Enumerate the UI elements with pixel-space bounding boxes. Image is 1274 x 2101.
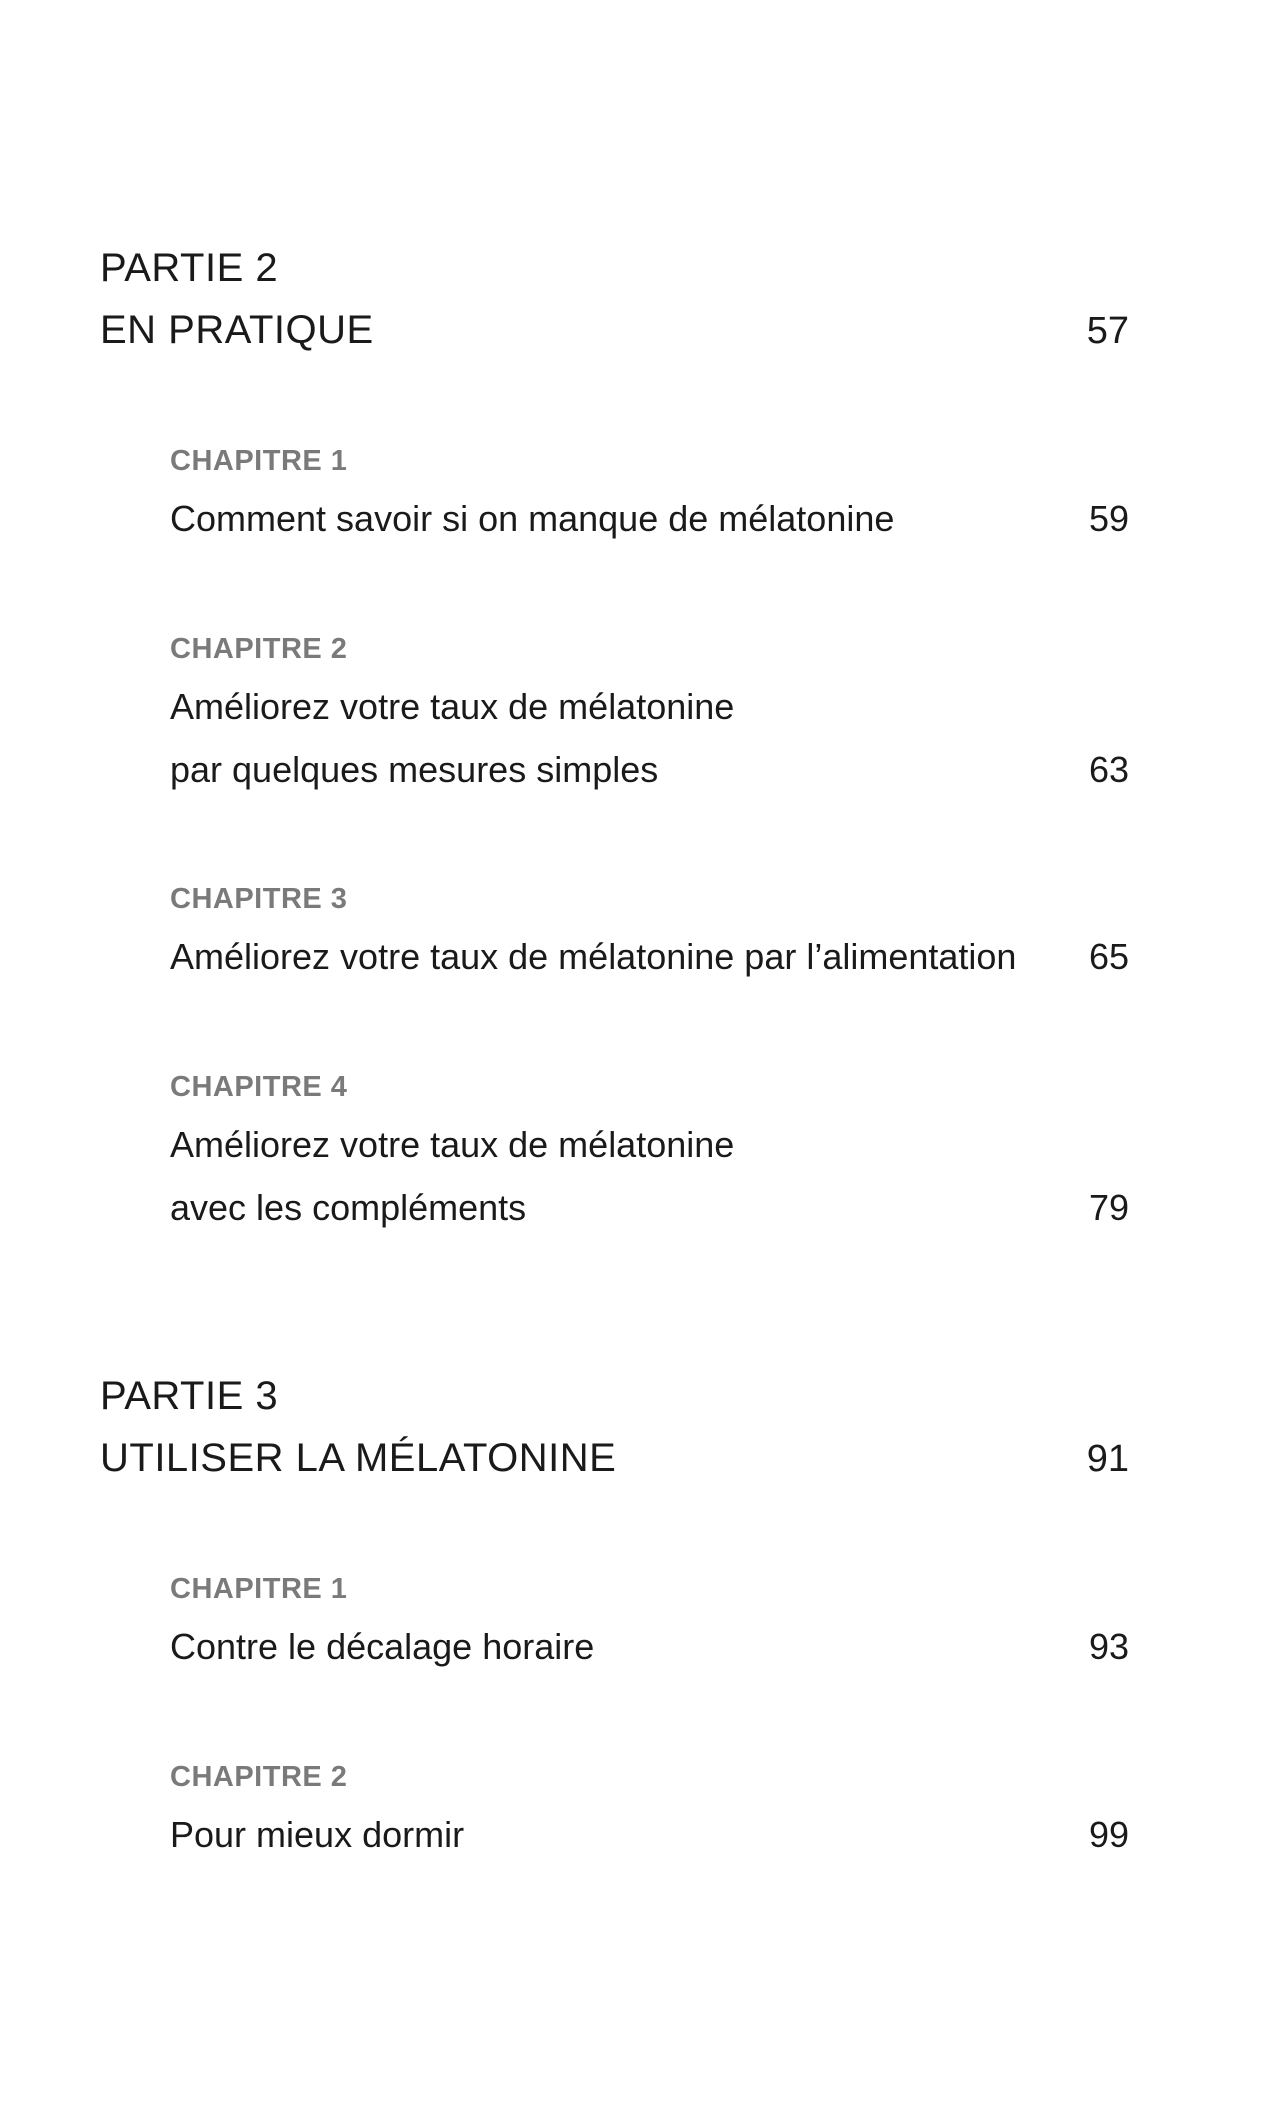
chapter-label: CHAPITRE 3	[170, 883, 348, 915]
page-number: 57	[1086, 310, 1129, 352]
page-number: 59	[1088, 498, 1129, 539]
chapter-label: CHAPITRE 2	[170, 633, 348, 665]
chapter-title: par quelques mesures simples	[170, 749, 659, 790]
chapter-label: CHAPITRE 2	[170, 1761, 348, 1793]
page-number: 93	[1088, 1626, 1129, 1667]
page-number: 79	[1088, 1187, 1129, 1228]
chapter-title: Améliorez votre taux de mélatonine	[170, 686, 735, 727]
page-number: 63	[1088, 749, 1129, 790]
chapter-title: Contre le décalage horaire	[170, 1626, 595, 1667]
chapter-label: CHAPITRE 1	[170, 1573, 348, 1605]
part-title: UTILISER LA MÉLATONINE	[100, 1436, 617, 1480]
chapter-title: Comment savoir si on manque de mélatonine	[170, 498, 895, 539]
chapter-label: CHAPITRE 4	[170, 1071, 348, 1103]
page-number: 91	[1086, 1438, 1129, 1480]
part-title: EN PRATIQUE	[100, 308, 374, 352]
chapter-label: CHAPITRE 1	[170, 445, 348, 477]
chapter-title: Améliorez votre taux de mélatonine par l’alimentation	[170, 936, 1017, 977]
page-number: 99	[1088, 1814, 1129, 1855]
chapter-title: Améliorez votre taux de mélatonine	[170, 1124, 735, 1165]
chapter-title: Pour mieux dormir	[170, 1814, 465, 1855]
chapter-title: avec les compléments	[170, 1187, 527, 1228]
page-number: 65	[1088, 936, 1129, 977]
part-label: PARTIE 2	[100, 246, 279, 290]
part-label: PARTIE 3	[100, 1374, 279, 1418]
